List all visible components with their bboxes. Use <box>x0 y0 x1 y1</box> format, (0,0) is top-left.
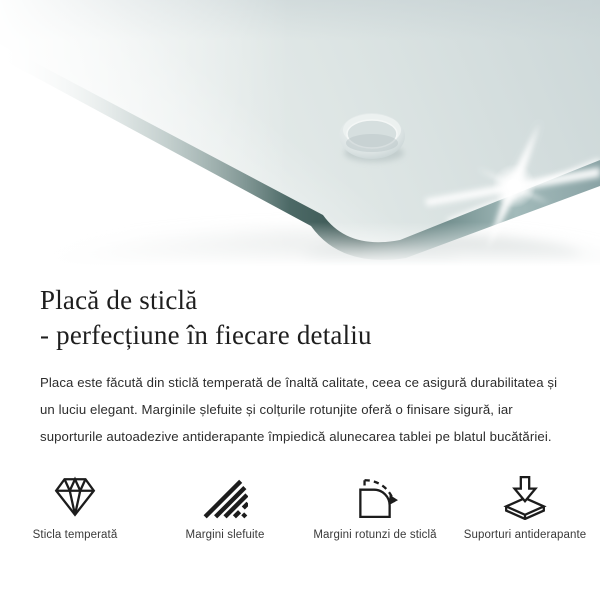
feature-label: Margini rotunzi de sticlă <box>313 529 437 541</box>
feature-row <box>0 474 600 541</box>
product-description: Placa este făcută din sticlă temperată de înaltă calitate, ceea ce asigură durabilitatea și un luciu elegant. Marginile șlefuite și colțurile rotunjite oferă o finisare sigură, iar suporturile autoadezive antiderapante împiedică alunecarea tablei pe blatul bucătăriei. <box>40 375 558 444</box>
feature-anti-slip <box>450 474 600 541</box>
anti-slip-supports-icon <box>502 474 548 520</box>
feature-label: Margini slefuite <box>185 529 265 541</box>
rounded-corner-icon <box>352 474 398 520</box>
product-photo <box>0 0 600 268</box>
title-line-2: - perfecțiune în fiecare detaliu <box>40 320 372 350</box>
feature-rounded-corners <box>300 474 450 541</box>
title-line-1: Placă de sticlă <box>40 285 198 315</box>
page-title <box>40 283 572 353</box>
feature-label: Sticla temperată <box>32 529 118 541</box>
feature-label: Suporturi antiderapante <box>463 529 587 541</box>
feature-polished-edges <box>150 474 300 541</box>
glass-board-photo-illustration <box>0 0 600 268</box>
feature-tempered-glass <box>0 474 150 541</box>
content-block <box>40 283 572 450</box>
adhesive-support-cup <box>339 113 405 162</box>
polished-edges-icon <box>202 474 248 520</box>
bottom-white-fade <box>0 222 600 268</box>
diamond-icon <box>52 474 98 520</box>
